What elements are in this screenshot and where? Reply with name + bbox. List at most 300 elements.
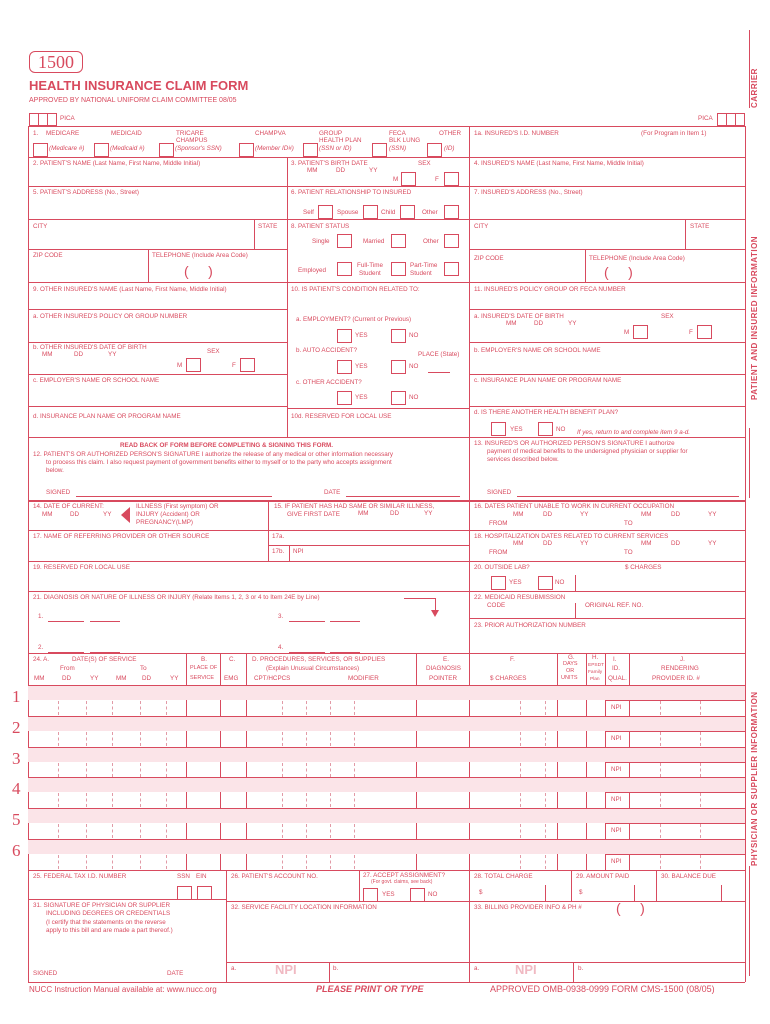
medicaid-checkbox[interactable] [94, 143, 109, 157]
rule [330, 855, 331, 869]
box18-from-mm: MM [513, 540, 524, 547]
box3-dd: DD [336, 167, 346, 174]
other-plan-yes-label: YES [510, 426, 523, 433]
rule [700, 793, 701, 807]
box9c-label: c. EMPLOYER'S NAME OR SCHOOL NAME [33, 377, 160, 384]
rule [629, 854, 630, 870]
rule [545, 855, 546, 869]
other-checkbox[interactable] [427, 143, 442, 157]
rule [58, 732, 59, 746]
box24g: G. [568, 654, 575, 661]
rule [656, 870, 657, 901]
form-number-logo: 1500 [29, 51, 83, 73]
rule [469, 406, 745, 407]
outside-lab-no-label: NO [555, 579, 565, 586]
box14-l2: INJURY (Accident) OR [136, 511, 200, 518]
box3-sex: SEX [418, 160, 431, 167]
box1-label: 1. [33, 130, 39, 137]
rule [86, 763, 87, 777]
rule [605, 792, 606, 808]
box14-l3: PREGNANCY(LMP) [136, 519, 194, 526]
service-row-shaded[interactable] [28, 840, 745, 854]
rule [573, 962, 574, 982]
rule [557, 792, 558, 808]
box24-dd1: DD [62, 675, 72, 682]
rule [354, 763, 355, 777]
rule [359, 870, 360, 901]
box15-l2: GIVE FIRST DATE [287, 511, 340, 518]
rule [416, 823, 417, 839]
rule [287, 157, 288, 437]
box11a-yy: YY [568, 320, 577, 327]
box27-note: (For govt. claims, see back) [371, 879, 433, 885]
rel-other-label: Other [422, 209, 438, 216]
box24h-epsdt: EPSDT [588, 663, 604, 668]
champva-checkbox[interactable] [239, 143, 254, 157]
rule [721, 885, 722, 901]
rule [58, 701, 59, 715]
status-other-label: Other [423, 238, 439, 245]
box24b-service: SERVICE [190, 675, 215, 681]
box19-label: 19. RESERVED FOR LOCAL USE [33, 564, 130, 571]
rule [575, 603, 576, 618]
service-row-number: 6 [12, 841, 21, 860]
rel-spouse-checkbox[interactable] [363, 205, 378, 219]
patient-info-side-label: PATIENT AND INSURED INFORMATION [750, 235, 759, 400]
box32a: a. [231, 965, 237, 972]
rule [28, 219, 745, 220]
box24d-cpt: CPT/HCPCS [254, 675, 291, 682]
rule [520, 824, 521, 838]
box22-code: CODE [487, 602, 506, 609]
diag-3-line-a[interactable] [289, 621, 325, 622]
box16-from-dd: DD [543, 511, 553, 518]
rule [416, 700, 417, 716]
rule [282, 855, 283, 869]
rule [28, 342, 287, 343]
champva-sub: (Member ID#) [255, 145, 294, 152]
rule [416, 792, 417, 808]
rule [148, 249, 149, 282]
box9d-label: d. INSURANCE PLAN NAME OR PROGRAM NAME [33, 413, 181, 420]
patient-arrow-line [749, 428, 750, 498]
service-row-shaded[interactable] [28, 809, 745, 823]
box30-label: 30. BALANCE DUE [661, 873, 716, 880]
rule [469, 530, 470, 561]
rule [86, 701, 87, 715]
box16-from: FROM [489, 520, 508, 527]
box9b-m: M [177, 362, 183, 369]
rule [605, 762, 745, 763]
box15-mm: MM [358, 510, 369, 517]
box24-from: From [60, 665, 75, 672]
diag-4-label: 4. [278, 644, 284, 651]
box25-ssn: SSN [177, 873, 190, 880]
pica-left-label: PICA [60, 115, 75, 122]
service-row-npi: NPI [611, 827, 622, 835]
box17-label: 17. NAME OF REFERRING PROVIDER OR OTHER SOURCE [33, 533, 210, 540]
box24e: E. [443, 656, 449, 663]
box7-state: STATE [690, 223, 710, 230]
rule [186, 792, 187, 808]
box11a-mm: MM [506, 320, 517, 327]
box9b-f: F [232, 362, 236, 369]
box31-l1: 31. SIGNATURE OF PHYSICIAN OR SUPPLIER [33, 902, 171, 909]
box13-line2: payment of medical benefits to the undersigned physician or supplier for [487, 448, 688, 455]
box33-npi: NPI [515, 962, 537, 977]
rule [246, 700, 247, 716]
group-label: GROUP [319, 130, 343, 137]
rule [220, 653, 221, 685]
auto-no-checkbox[interactable] [391, 360, 406, 374]
box7-city: CITY [474, 223, 489, 230]
rule [557, 823, 558, 839]
rule [220, 762, 221, 778]
rule [140, 793, 141, 807]
box32-label: 32. SERVICE FACILITY LOCATION INFORMATION [231, 904, 377, 911]
box24-yy1: YY [90, 675, 99, 682]
rule [282, 732, 283, 746]
footer-nucc: NUCC Instruction Manual available at: www.nucc.org [29, 985, 217, 994]
rule [166, 824, 167, 838]
rule [545, 701, 546, 715]
ssn-checkbox[interactable] [177, 886, 192, 900]
rule [166, 763, 167, 777]
box16-to-yy: YY [708, 511, 717, 518]
rule [557, 700, 558, 716]
rule [520, 793, 521, 807]
box18-to-mm: MM [641, 540, 652, 547]
box12-signed: SIGNED [46, 489, 71, 496]
rule [306, 824, 307, 838]
box32-npi: NPI [275, 962, 297, 977]
feca-checkbox[interactable] [372, 143, 387, 157]
box3-yy: YY [369, 167, 378, 174]
status-parttime-label: Part-Time [410, 262, 438, 269]
rule [28, 437, 745, 438]
physician-arrow-line [749, 866, 750, 976]
feca-sub: (SSN) [389, 145, 407, 152]
status-parttime-checkbox[interactable] [444, 262, 459, 276]
auto-yes-checkbox[interactable] [337, 360, 352, 374]
box3-f: F [435, 176, 439, 183]
box14-mm: MM [42, 511, 53, 518]
status-employed-checkbox[interactable] [337, 262, 352, 276]
box5-phone: TELEPHONE (Include Area Code) [152, 252, 248, 259]
box24e-diagnosis: DIAGNOSIS [426, 665, 461, 672]
box33-label: 33. BILLING PROVIDER INFO & PH # [474, 904, 582, 911]
medicare-label: MEDICARE [46, 130, 80, 137]
box5-city: CITY [33, 223, 48, 230]
rule [28, 530, 745, 531]
service-row-shaded[interactable] [28, 686, 745, 700]
box5-label: 5. PATIENT'S ADDRESS (No., Street) [33, 189, 139, 196]
box11a-label: a. INSURED'S DATE OF BIRTH [474, 313, 564, 320]
status-pt-student-label: Student [410, 270, 432, 277]
rule [112, 732, 113, 746]
box18-label: 18. HOSPITALIZATION DATES RELATED TO CURRENT SERVICES [474, 533, 669, 540]
place-state-line [428, 372, 450, 373]
rule [660, 824, 661, 838]
rule [545, 824, 546, 838]
box7-zip: ZIP CODE [474, 255, 504, 262]
insured-signature-line [517, 496, 739, 497]
footer-print: PLEASE PRINT OR TYPE [316, 984, 424, 994]
rule [28, 374, 287, 375]
rule [586, 731, 587, 747]
insured-sex-m-checkbox[interactable] [633, 325, 648, 339]
service-row-npi: NPI [611, 704, 622, 711]
rel-self-label: Self [303, 209, 314, 216]
medicaid-sub: (Medicaid #) [110, 145, 145, 152]
rule [306, 793, 307, 807]
rule [28, 653, 745, 654]
box24g-units: UNITS [561, 675, 578, 681]
rule [605, 700, 606, 716]
rule [246, 762, 247, 778]
rule [220, 731, 221, 747]
approved-committee: APPROVED BY NATIONAL UNIFORM CLAIM COMMITTEE 08/05 [29, 97, 237, 104]
box16-from-yy: YY [580, 511, 589, 518]
box11d-label: d. IS THERE ANOTHER HEALTH BENEFIT PLAN? [474, 409, 619, 416]
rule [58, 793, 59, 807]
box24i: I. [613, 656, 617, 663]
box14-dd: DD [70, 511, 80, 518]
rule [660, 855, 661, 869]
rule [282, 793, 283, 807]
rule [634, 885, 635, 901]
rule [660, 763, 661, 777]
box24e-pointer: POINTER [429, 675, 457, 682]
status-fulltime-checkbox[interactable] [391, 262, 406, 276]
assignment-yes-checkbox[interactable] [363, 888, 378, 902]
rule [416, 653, 417, 685]
employment-yes-checkbox[interactable] [337, 329, 352, 343]
rule [28, 126, 745, 127]
rule [28, 899, 226, 900]
box12-date: DATE [324, 489, 341, 496]
feca-label: FECA [389, 130, 406, 137]
employment-no-checkbox[interactable] [391, 329, 406, 343]
rule [700, 701, 701, 715]
box10c-label: c. OTHER ACCIDENT? [296, 379, 362, 386]
rule [586, 762, 587, 778]
box11-label: 11. INSURED'S POLICY GROUP OR FECA NUMBER [474, 286, 626, 293]
patient-sex-f-checkbox[interactable] [444, 172, 459, 186]
box24j-provider: PROVIDER ID. # [652, 675, 700, 682]
rule [28, 186, 745, 187]
box6-label: 6. PATIENT RELATIONSHIP TO INSURED [291, 189, 412, 196]
service-row-shaded[interactable] [28, 717, 745, 731]
rule [28, 500, 745, 502]
rule [629, 653, 630, 685]
rule [660, 701, 661, 715]
other-accident-yes-label: YES [355, 394, 368, 401]
box18-to: TO [624, 549, 633, 556]
patient-phone-area-parens: ( ) [184, 263, 213, 279]
status-other-checkbox[interactable] [444, 234, 459, 248]
rule [330, 824, 331, 838]
rule [330, 701, 331, 715]
other-plan-yes-checkbox[interactable] [491, 422, 506, 436]
rule [112, 763, 113, 777]
status-ft-student-label: Student [359, 270, 381, 277]
patient-sex-m-checkbox[interactable] [401, 172, 416, 186]
box24b-place: PLACE OF [190, 665, 218, 671]
pica-right-box-3[interactable] [735, 113, 745, 126]
champva-label: CHAMPVA [255, 130, 286, 137]
box29-label: 29. AMOUNT PAID [576, 873, 630, 880]
rule [330, 793, 331, 807]
blk-lung-label: BLK LUNG [389, 137, 421, 144]
rule [86, 824, 87, 838]
box18-to-yy: YY [708, 540, 717, 547]
rule [605, 700, 745, 701]
rule [220, 700, 221, 716]
pica-left-box-3[interactable] [47, 113, 57, 126]
box14-label: 14. DATE OF CURRENT: [33, 503, 104, 510]
ein-checkbox[interactable] [197, 886, 212, 900]
box17a-label: 17a. [272, 533, 285, 540]
box31-l2: INCLUDING DEGREES OR CREDENTIALS [46, 910, 171, 917]
rule [112, 793, 113, 807]
tricare-checkbox[interactable] [159, 143, 174, 157]
rule [354, 701, 355, 715]
rule [186, 700, 187, 716]
rule [220, 854, 221, 870]
box11a-m: M [624, 329, 630, 336]
assignment-no-checkbox[interactable] [410, 888, 425, 902]
box24g-days: DAYS [563, 661, 578, 667]
rule [586, 854, 587, 870]
other-insured-sex-m-checkbox[interactable] [186, 358, 201, 372]
rule [629, 700, 630, 716]
box12-line3: below. [46, 467, 64, 474]
box10-label: 10. IS PATIENT'S CONDITION RELATED TO: [291, 286, 420, 293]
box13-signed: SIGNED [487, 489, 512, 496]
rule [166, 855, 167, 869]
rule [28, 249, 287, 250]
other-accident-yes-checkbox[interactable] [337, 391, 352, 405]
box32b: b. [333, 965, 339, 972]
auto-no-label: NO [409, 363, 419, 370]
rule [289, 545, 290, 561]
rule [186, 823, 187, 839]
box13-line1: 13. INSURED'S OR AUTHORIZED PERSON'S SIGNATURE I authorize [474, 440, 675, 447]
group-checkbox[interactable] [303, 143, 318, 157]
service-row-shaded[interactable] [28, 778, 745, 792]
outside-lab-yes-checkbox[interactable] [491, 576, 506, 590]
rule [226, 870, 227, 982]
rule [469, 823, 470, 839]
box16-label: 16. DATES PATIENT UNABLE TO WORK IN CURRENT OCCUPATION [474, 503, 675, 510]
rule [354, 855, 355, 869]
rule [469, 700, 470, 716]
box16-to-mm: MM [641, 511, 652, 518]
rule [166, 732, 167, 746]
service-row-number: 1 [12, 687, 21, 706]
status-employed-label: Employed [298, 267, 327, 274]
champus-label: CHAMPUS [176, 137, 208, 144]
rule [469, 126, 470, 503]
other-insured-sex-f-checkbox[interactable] [240, 358, 255, 372]
rel-self-checkbox[interactable] [318, 205, 333, 219]
diag-3-line-b[interactable] [330, 621, 360, 622]
rule [112, 855, 113, 869]
box1a-note: (For Program in Item 1) [641, 130, 707, 137]
rule [469, 561, 470, 591]
diag-1-line-b[interactable] [90, 621, 120, 622]
rel-child-checkbox[interactable] [400, 205, 415, 219]
patient-signature-line [76, 496, 272, 497]
box28-dollar: $ [479, 889, 483, 896]
box27-label: 27. ACCEPT ASSIGNMENT? [363, 872, 446, 879]
service-row-npi: NPI [611, 796, 622, 804]
service-row-npi: NPI [611, 858, 622, 865]
box24-to: To [140, 665, 147, 672]
rule [282, 763, 283, 777]
status-single-checkbox[interactable] [337, 234, 352, 248]
insured-sex-f-checkbox[interactable] [697, 325, 712, 339]
other-plan-no-checkbox[interactable] [538, 422, 553, 436]
box24-yy2: YY [170, 675, 179, 682]
rule [545, 885, 546, 901]
health-plan-label: HEALTH PLAN [319, 137, 362, 144]
status-married-label: Married [363, 238, 385, 245]
box33b: b. [578, 965, 584, 972]
physician-info-side-label: PHYSICIAN OR SUPPLIER INFORMATION [750, 691, 759, 866]
rule [605, 854, 745, 855]
rule [246, 823, 247, 839]
rule [282, 701, 283, 715]
diag-2-label: 2. [38, 644, 44, 651]
rule [28, 561, 745, 562]
rule [246, 731, 247, 747]
box24a: 24. A. [33, 656, 50, 663]
box11a-sex: SEX [661, 313, 674, 320]
box9a-label: a. OTHER INSURED'S POLICY OR GROUP NUMBER [33, 313, 188, 320]
footer-approved: APPROVED OMB-0938-0999 FORM CMS-1500 (08/05) [490, 984, 715, 994]
box14-yy: YY [103, 511, 112, 518]
box18-from: FROM [489, 549, 508, 556]
box9b-yy: YY [108, 351, 117, 358]
service-row-shaded[interactable] [28, 748, 745, 762]
box12-line2: to process this claim. I also request payment of government benefits either to myself or to the party who accepts assignment [46, 459, 392, 466]
form-title: HEALTH INSURANCE CLAIM FORM [29, 78, 249, 93]
box31-date: DATE [167, 970, 184, 977]
box15-l1: 15. IF PATIENT HAS HAD SAME OR SIMILAR ILLNESS, [274, 503, 435, 510]
rule [557, 731, 558, 747]
outside-lab-no-checkbox[interactable] [538, 576, 553, 590]
box11c-label: c. INSURANCE PLAN NAME OR PROGRAM NAME [474, 377, 622, 384]
other-accident-no-checkbox[interactable] [391, 391, 406, 405]
rel-other-checkbox[interactable] [444, 205, 459, 219]
box24d-explain: (Explain Unusual Circumstances) [266, 665, 360, 672]
rule [140, 732, 141, 746]
rule [28, 870, 745, 871]
status-married-checkbox[interactable] [391, 234, 406, 248]
rule [58, 855, 59, 869]
rule [586, 823, 587, 839]
rule [605, 653, 606, 685]
rule [28, 309, 287, 310]
diag-1-line-a[interactable] [48, 621, 84, 622]
box24b: B. [201, 656, 207, 663]
medicare-checkbox[interactable] [33, 143, 48, 157]
box11a-dd: DD [534, 320, 544, 327]
box24i-id: ID. [612, 665, 621, 672]
other-accident-no-label: NO [409, 394, 419, 401]
